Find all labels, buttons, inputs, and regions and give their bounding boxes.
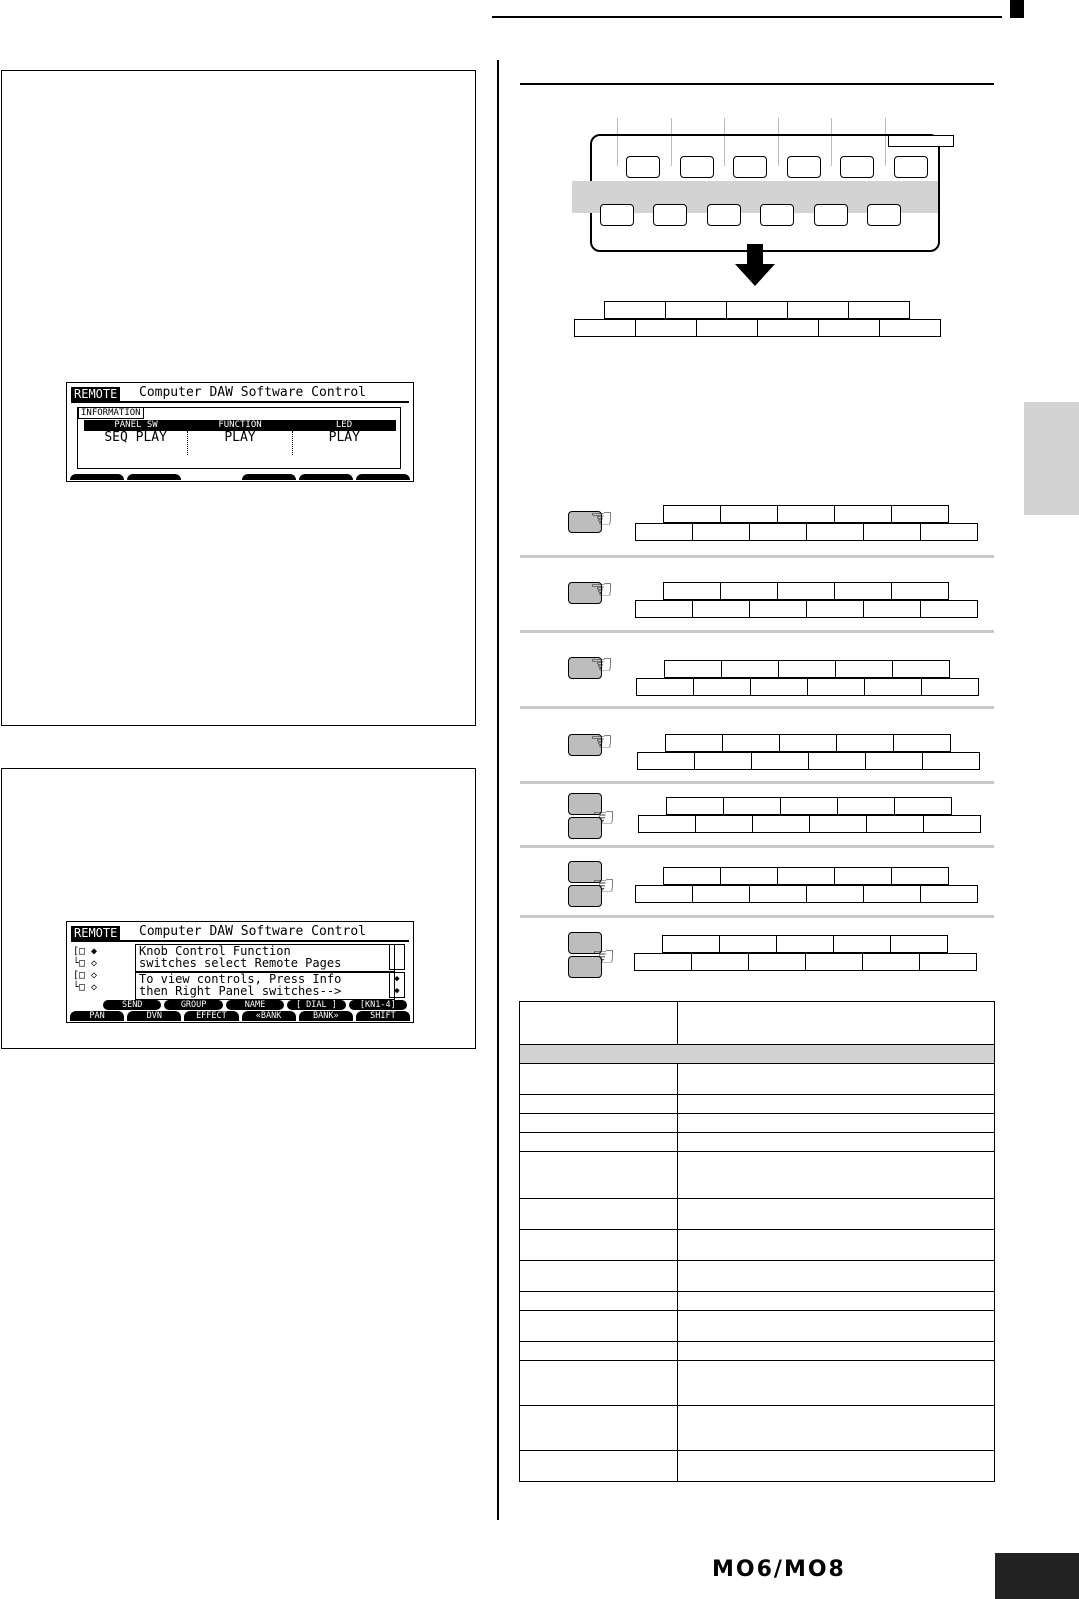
table-row	[520, 1451, 995, 1482]
tab-kn1-4[interactable]: [KN1-4]	[349, 1000, 407, 1010]
lcd-info-tab-bar	[70, 474, 410, 480]
pointing-hand-icon: ☜	[592, 870, 616, 900]
combo-map-2-upper	[664, 582, 949, 600]
lcd-title: Computer DAW Software Control	[139, 924, 366, 939]
row-separator	[520, 915, 994, 918]
lcd-remote-screen	[66, 921, 414, 1023]
table-row	[520, 1406, 995, 1451]
table-row	[520, 1199, 995, 1230]
combo-map-4-upper	[666, 734, 951, 752]
row-separator	[520, 555, 994, 558]
section-rule	[520, 83, 994, 85]
pointing-hand-icon: ☜	[590, 503, 614, 533]
knob-indicator-column	[73, 946, 113, 996]
column-divider	[497, 60, 499, 1520]
table-row	[520, 1342, 995, 1361]
upper-button-6[interactable]	[894, 156, 928, 178]
row-function: PLAY	[188, 431, 292, 455]
combo-map-7-lower	[635, 953, 977, 971]
tab-dial[interactable]: [ DIAL ]	[287, 1000, 345, 1010]
combo-map-2-lower	[636, 600, 978, 618]
lcd-upper-tab-bar	[103, 1000, 407, 1010]
lcd-info-tab-2	[127, 474, 181, 480]
combo-map-1-upper	[664, 505, 949, 523]
lcd-info-tab-6	[356, 474, 410, 480]
lower-button-6[interactable]	[867, 204, 901, 226]
panel-button-diagram	[560, 118, 940, 258]
tab-effect[interactable]: EFFECT	[184, 1011, 238, 1021]
lower-button-3[interactable]	[707, 204, 741, 226]
pointing-hand-icon: ☜	[590, 574, 614, 604]
section-thumb-tab	[1024, 402, 1079, 515]
information-row	[84, 431, 396, 455]
row-panel-sw: SEQ PLAY	[84, 431, 188, 455]
info-panel	[1, 70, 476, 726]
table-header-row	[520, 1002, 995, 1045]
tab-dvn[interactable]: DVN	[127, 1011, 181, 1021]
lcd-title-rule	[71, 940, 409, 942]
lcd-title: Computer DAW Software Control	[139, 385, 366, 400]
row-separator	[520, 706, 994, 709]
col-header-panel-sw: PANEL SW	[114, 420, 158, 430]
table-row	[520, 1311, 995, 1342]
combo-map-6-upper	[664, 867, 949, 885]
down-arrow-icon	[733, 244, 777, 288]
message-knob-line1: Knob Control Function	[139, 944, 291, 958]
combo-map-4-lower	[638, 752, 980, 770]
combo-map-5-lower	[639, 815, 981, 833]
knob-indicator-3: [□ ◇	[73, 970, 98, 981]
label-box	[888, 135, 954, 147]
product-logo: MO6/MO8	[712, 1557, 846, 1582]
knob-indicator-1: [□ ◆	[73, 946, 98, 957]
upper-button-3[interactable]	[733, 156, 767, 178]
message-view-line1: To view controls, Press Info	[139, 972, 342, 986]
lcd-info-tab-4	[242, 474, 296, 480]
combo-map-1-lower	[636, 523, 978, 541]
lcd-lower-tab-bar	[70, 1011, 410, 1021]
lower-button-2[interactable]	[653, 204, 687, 226]
combo-map-6-lower	[636, 885, 978, 903]
lower-button-5[interactable]	[814, 204, 848, 226]
lower-button-4[interactable]	[760, 204, 794, 226]
table-row	[520, 1261, 995, 1292]
table-row	[520, 1114, 995, 1133]
table-row	[520, 1152, 995, 1199]
row-separator	[520, 630, 994, 633]
col-header-function: FUNCTION	[218, 420, 262, 430]
tab-group[interactable]: GROUP	[164, 1000, 222, 1010]
table-group-row	[520, 1045, 995, 1064]
result-map-upper	[605, 301, 910, 319]
tab-bank-prev[interactable]: «BANK	[242, 1011, 296, 1021]
lcd-info-tab-1	[70, 474, 124, 480]
tab-shift[interactable]: SHIFT	[356, 1011, 410, 1021]
message-view-line2: then Right Panel switches-->	[139, 984, 342, 998]
table-row	[520, 1064, 995, 1095]
combo-map-3-upper	[665, 660, 950, 678]
function-table	[519, 1001, 995, 1482]
header-rule	[492, 16, 1002, 18]
message-box-knob	[135, 944, 395, 972]
lower-button-1[interactable]	[600, 204, 634, 226]
table-row	[520, 1095, 995, 1114]
remote-panel	[1, 768, 476, 1049]
page-number-tab	[995, 1553, 1079, 1599]
upper-button-4[interactable]	[787, 156, 821, 178]
combo-map-5-upper	[667, 797, 952, 815]
table-row	[520, 1292, 995, 1311]
upper-button-2[interactable]	[680, 156, 714, 178]
lcd-info-tab-5	[299, 474, 353, 480]
lcd-mode-tag: REMOTE	[71, 387, 120, 401]
pointing-hand-icon: ☜	[590, 649, 614, 679]
scroll-indicator-icon: ◆ ◆	[389, 972, 405, 998]
table-row	[520, 1361, 995, 1406]
combo-map-3-lower	[637, 678, 979, 696]
col-header-led: LED	[335, 420, 353, 430]
information-label: INFORMATION	[78, 407, 144, 419]
tab-send[interactable]: SEND	[103, 1000, 161, 1010]
upper-button-5[interactable]	[840, 156, 874, 178]
table-row	[520, 1133, 995, 1152]
combo-map-7-upper	[663, 935, 948, 953]
message-box-knob-side	[389, 944, 405, 970]
information-frame	[77, 407, 401, 469]
knob-indicator-2: └□ ◇	[73, 958, 98, 969]
row-separator	[520, 845, 994, 848]
row-led: PLAY	[328, 430, 360, 445]
lcd-title-rule	[71, 401, 409, 403]
knob-indicator-4: └□ ◇	[73, 982, 98, 993]
tab-bank-next[interactable]: BANK»	[299, 1011, 353, 1021]
table-row	[520, 1230, 995, 1261]
tab-name[interactable]: NAME	[226, 1000, 284, 1010]
header-mark	[1010, 0, 1024, 18]
message-knob-line2: switches select Remote Pages	[139, 956, 342, 970]
pointing-hand-icon: ☜	[592, 802, 616, 832]
upper-button-1[interactable]	[626, 156, 660, 178]
lcd-mode-tag: REMOTE	[71, 926, 120, 940]
result-map-lower	[575, 319, 941, 337]
pointing-hand-icon: ☜	[590, 726, 614, 756]
message-box-view	[135, 972, 395, 1000]
pointing-hand-icon: ☜	[592, 941, 616, 971]
tab-pan[interactable]: PAN	[70, 1011, 124, 1021]
lcd-information-screen	[66, 382, 414, 482]
row-separator	[520, 781, 994, 784]
